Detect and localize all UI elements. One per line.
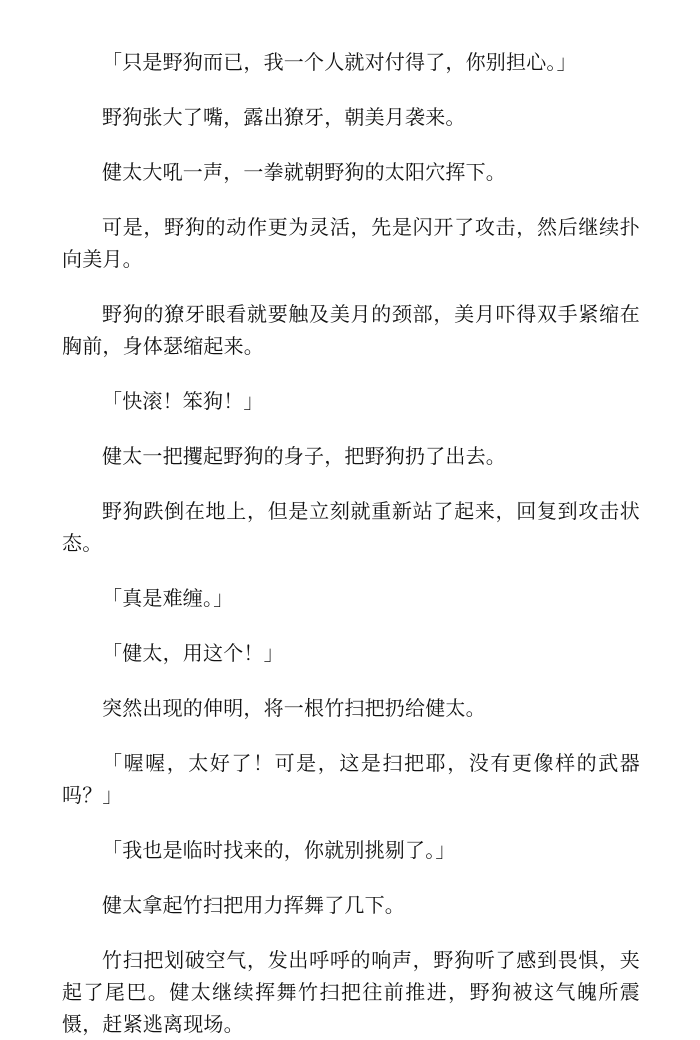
paragraph: 可是，野狗的动作更为灵活，先是闪开了攻击，然后继续扑向美月。: [62, 215, 640, 271]
paragraph: 健太拿起竹扫把用力挥舞了几下。: [102, 893, 405, 917]
paragraph: 「只是野狗而已，我一个人就对付得了，你别担心。」: [102, 50, 577, 74]
paragraph: 野狗的獠牙眼看就要触及美月的颈部，美月吓得双手紧缩在胸前，身体瑟缩起来。: [62, 302, 640, 358]
paragraph: 野狗跌倒在地上，但是立刻就重新站了起来，回复到攻击状态。: [62, 499, 640, 555]
paragraph: 突然出现的伸明，将一根竹扫把扔给健太。: [102, 696, 486, 720]
paragraph: 「快滚！笨狗！」: [102, 389, 264, 413]
paragraph: 健太大吼一声，一拳就朝野狗的太阳穴挥下。: [102, 160, 506, 184]
paragraph: 「喔喔，太好了！可是，这是扫把耶，没有更像样的武器吗？」: [62, 751, 640, 807]
paragraph: 「健太，用这个！」: [102, 641, 284, 665]
paragraph: 健太一把攫起野狗的身子，把野狗扔了出去。: [102, 444, 506, 468]
paragraph: 竹扫把划破空气，发出呼呼的响声，野狗听了感到畏惧，夹起了尾巴。健太继续挥舞竹扫把往前推进，野狗被这气魄所震慑，赶紧逃离现场。: [62, 948, 640, 1036]
paragraph: 「我也是临时找来的，你就别挑剔了。」: [102, 838, 456, 862]
paragraph: 野狗张大了嘴，露出獠牙，朝美月袭来。: [102, 105, 466, 129]
paragraph: 「真是难缠。」: [102, 586, 234, 610]
